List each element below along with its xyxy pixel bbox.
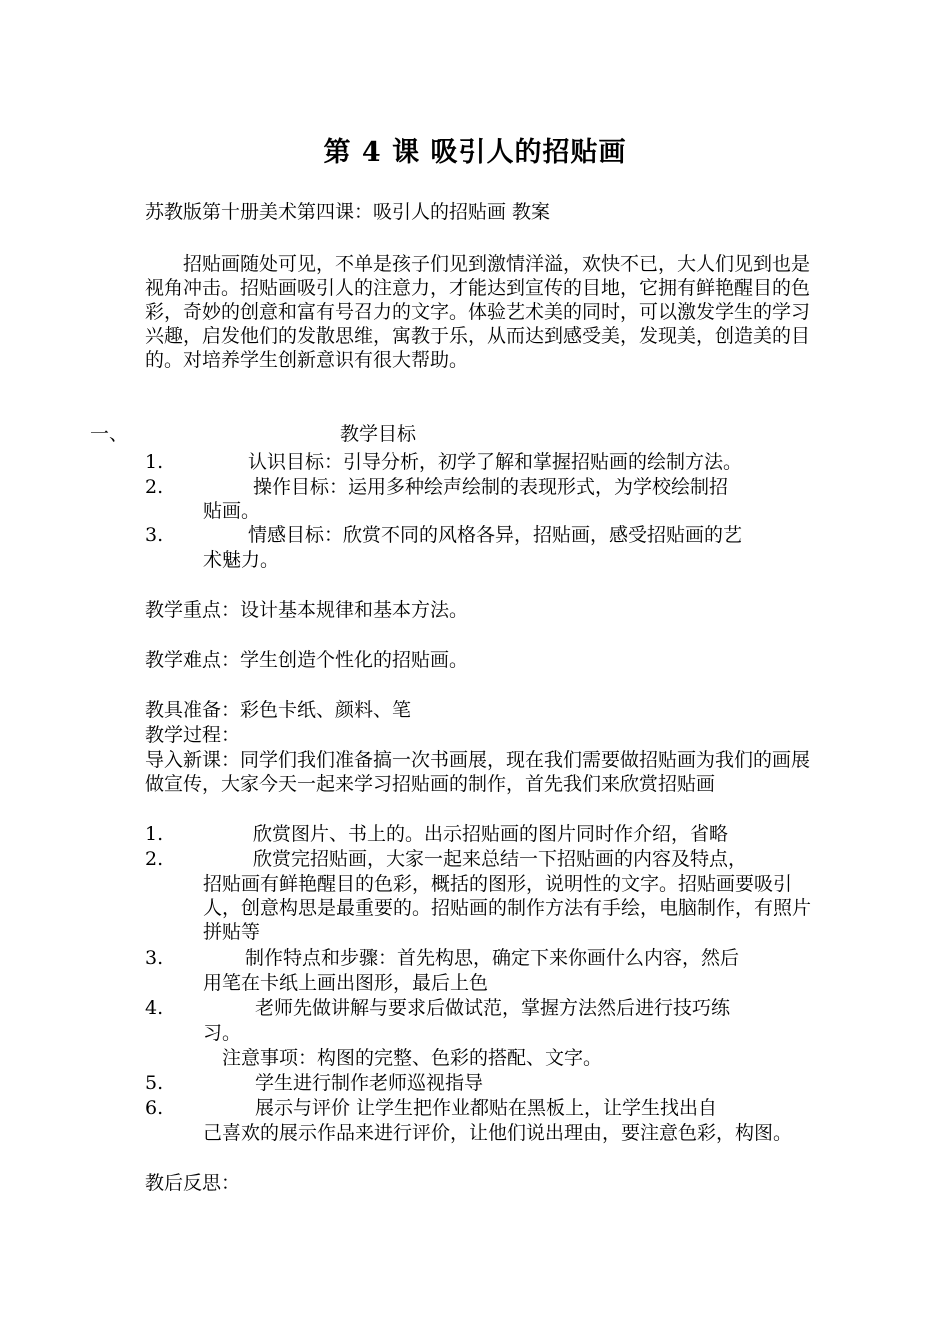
section-number: 一、 <box>90 423 129 445</box>
subtitle: 苏教版第十册美术第四课：吸引人的招贴画 教案 <box>145 201 551 223</box>
step-number: 4. <box>145 997 164 1019</box>
goal-text-cont: 术魅力。 <box>203 549 280 571</box>
step-text-cont: 用笔在卡纸上画出图形，最后上色 <box>203 972 489 994</box>
intro-paragraph: 招贴画随处可见，不单是孩子们见到激情洋溢，欢快不已，大人们见到也是视角冲击。招贴画吸引人的注意力，才能达到宣传的目地，它拥有鲜艳醒目的色彩，奇妙的创意和富有号召力的文字。体验艺术美的同时，可以激发学生的学习兴趣，启发他们的发散思维，寓教于乐，从而达到感受美，发现美，创造美的目的。对培养学生创新意识有很大帮助。 <box>145 253 811 371</box>
step-text: 欣赏完招贴画，大家一起来总结一下招贴画的内容及特点， <box>253 848 748 870</box>
process-label: 教学过程： <box>145 724 241 746</box>
step-number: 2. <box>145 848 164 870</box>
step-text: 老师先做讲解与要求后做试范，掌握方法然后进行技巧练 <box>255 997 731 1019</box>
step-number: 6. <box>145 1097 164 1119</box>
goal-text-cont: 贴画。 <box>203 500 261 522</box>
teaching-tools: 教具准备：彩色卡纸、颜料、笔 <box>145 699 412 721</box>
goal-number: 1. <box>145 451 164 473</box>
note: 注意事项：构图的完整、色彩的搭配、文字。 <box>222 1047 603 1069</box>
intro-lesson: 导入新课：同学们我们准备搞一次书画展，现在我们需要做招贴画为我们的画展做宣传，大家今天一起来学习招贴画的制作，首先我们来欣赏招贴画 <box>145 749 811 795</box>
step-text: 展示与评价 让学生把作业都贴在黑板上，让学生找出自 <box>255 1097 718 1119</box>
page-title: 第 4 课 吸引人的招贴画 <box>323 137 627 168</box>
key-point: 教学重点：设计基本规律和基本方法。 <box>145 599 469 621</box>
step-text: 欣赏图片、书上的。出示招贴画的图片同时作介绍，省略 <box>253 823 729 845</box>
difficult-point: 教学难点：学生创造个性化的招贴画。 <box>145 649 469 671</box>
step-text: 制作特点和步骤：首先构思，确定下来你画什么内容，然后 <box>245 947 740 969</box>
step-text-cont: 习。 <box>203 1022 242 1044</box>
goal-number: 2. <box>145 476 164 498</box>
goal-text: 情感目标：欣赏不同的风格各异，招贴画，感受招贴画的艺 <box>248 524 743 546</box>
step-number: 1. <box>145 823 164 845</box>
goal-text: 操作目标：运用多种绘声绘制的表现形式，为学校绘制招 <box>253 476 729 498</box>
step-text-cont: 己喜欢的展示作品来进行评价，让他们说出理由，要注意色彩，构图。 <box>203 1122 793 1144</box>
step-number: 3. <box>145 947 164 969</box>
goal-number: 3. <box>145 524 164 546</box>
reflection-label: 教后反思： <box>145 1172 241 1194</box>
step-number: 5. <box>145 1072 164 1094</box>
step-text-cont: 招贴画有鲜艳醒目的色彩，概括的图形，说明性的文字。招贴画要吸引人，创意构思是最重要的。招贴画的制作方法有手绘，电脑制作，有照片拼贴等 <box>203 873 812 943</box>
section-title: 教学目标 <box>340 423 417 445</box>
step-text: 学生进行制作老师巡视指导 <box>255 1072 484 1094</box>
goal-text: 认识目标：引导分析，初学了解和掌握招贴画的绘制方法。 <box>248 451 743 473</box>
